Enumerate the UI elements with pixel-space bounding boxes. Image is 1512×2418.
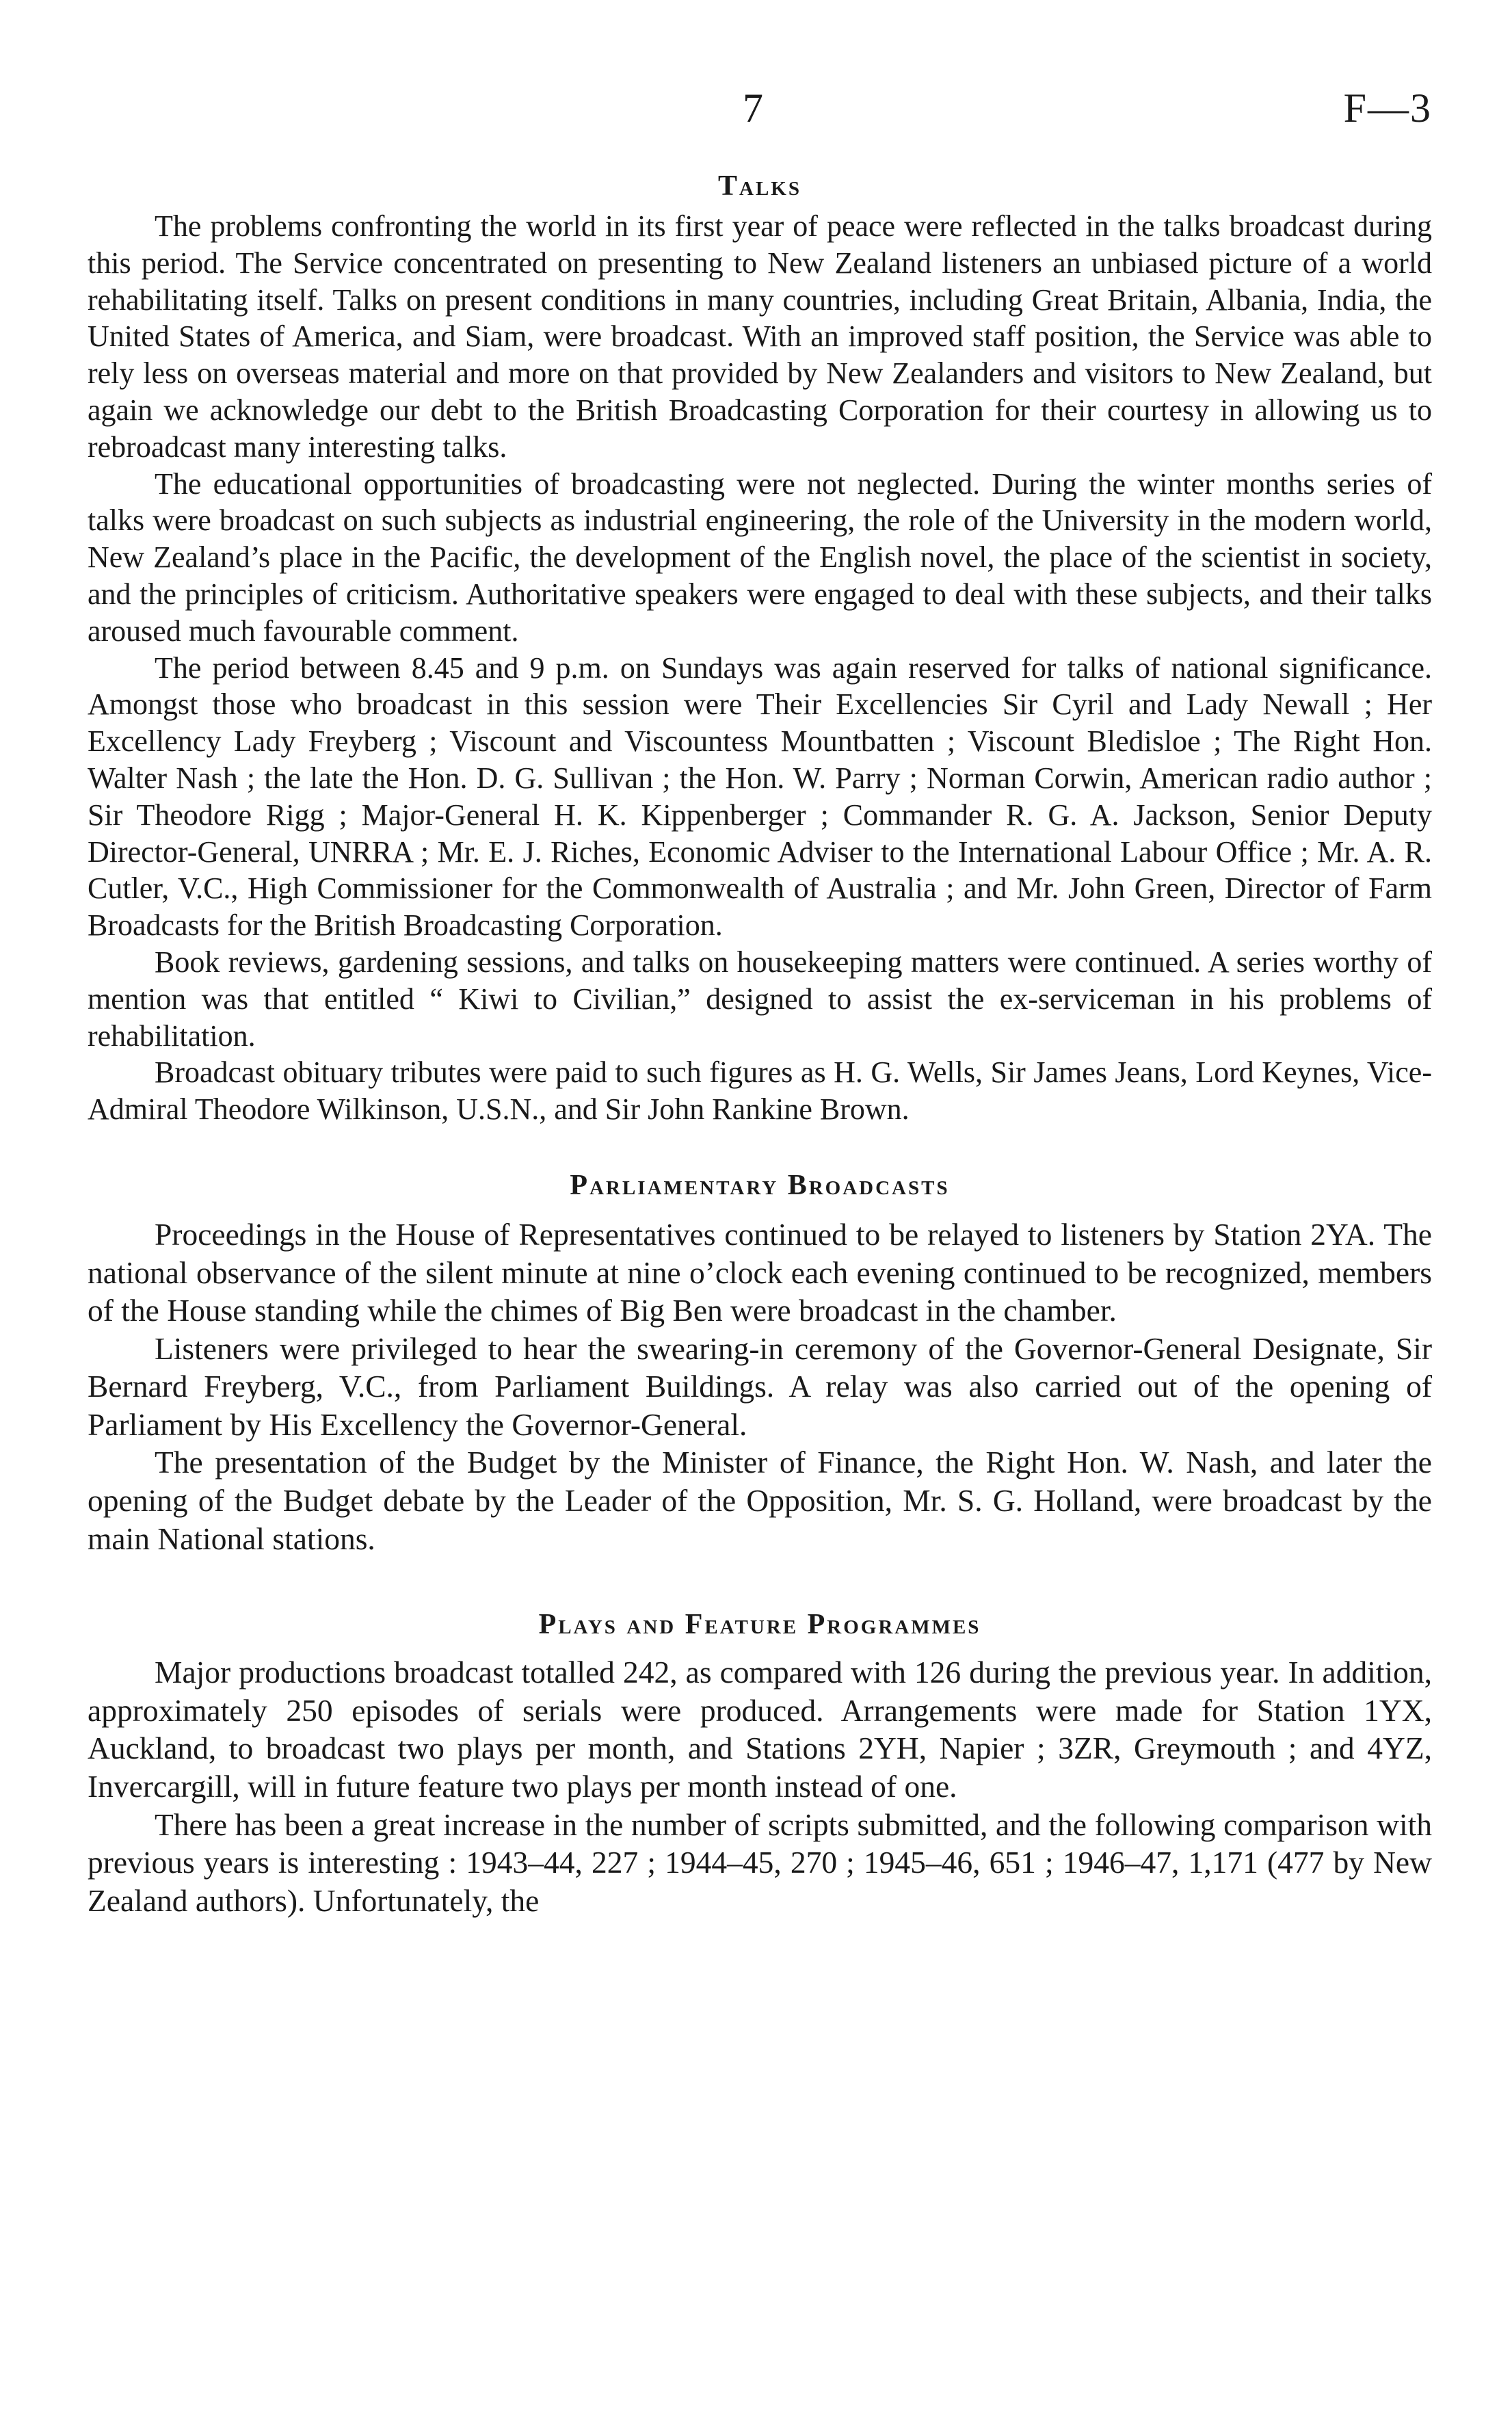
talks-paragraph-2: The educational opportunities of broadcasting were not neglected. During the winter months series of talks were broadcast on such subjects as industrial engineering, the role of the University in the modern world, New Zealand’s place in the Pacific, the development of the English novel, the place of the scientist in society, and the principles of criticism. Authoritative speakers were engaged to deal with these subjects, and their talks aroused much favourable comment. <box>88 466 1432 648</box>
parliamentary-paragraph-2: Listeners were privileged to hear the swearing-in ceremony of the Governor-General Designate, Sir Bernard Freyberg, V.C., from Parliament Buildings. A relay was also carried out of the opening of Parliament by His Excellency the Governor-General. <box>88 1330 1432 1442</box>
section-parliamentary-broadcasts <box>88 1165 1432 1558</box>
document-page <box>88 75 1432 1919</box>
page-header <box>88 75 1432 141</box>
plays-paragraph-1: Major productions broadcast totalled 242, as compared with 126 during the previous year. In addition, approximately 250 episodes of serials were produced. Arrangements were made for Station 1YX, Auckland, to broadcast two plays per month, and Stations 2YH, Napier ; 3ZR, Greymouth ; and 4YZ, Invercargill, will in future feature two plays per month instead of one. <box>88 1655 1432 1804</box>
section-title-plays-and-feature-programmes: Plays and Feature Programmes <box>538 1609 981 1641</box>
talks-paragraph-5: Broadcast obituary tributes were paid to such figures as H. G. Wells, Sir James Jeans, Lord Keynes, Vice-Admiral Theodore Wilkinson, U.S.N., and Sir John Rankine Brown. <box>88 1055 1432 1127</box>
talks-paragraph-3: The period between 8.45 and 9 p.m. on Sundays was again reserved for talks of national significance. Amongst those who broadcast in this session were Their Excellencies Sir Cyril and Lady Newall ; Her Excellency Lady Freyberg ; Viscount and Viscountess Mountbatten ; Viscount Bledisloe ; The Right Hon. Walter Nash ; the late the Hon. D. G. Sullivan ; the Hon. W. Parry ; Norman Corwin, American radio author ; Sir Theodore Rigg ; Major-General H. K. Kippenberger ; Commander R. G. A. Jackson, Senior Deputy Director-General, UNRRA ; Mr. E. J. Riches, Economic Adviser to the International Labour Office ; Mr. A. R. Cutler, V.C., High Commissioner for the Commonwealth of Australia ; and Mr. John Green, Director of Farm Broadcasts for the British Broadcasting Corporation. <box>88 651 1432 943</box>
section-title-parliamentary-broadcasts: Parliamentary Broadcasts <box>570 1169 950 1201</box>
parliamentary-paragraph-1: Proceedings in the House of Representatives continued to be relayed to listeners by Station 2YA. The national observance of the silent minute at nine o’clock each evening continued to be recognized, members of the House standing while the chimes of Big Ben were broadcast in the chamber. <box>88 1216 1432 1328</box>
page-number: 7 <box>743 86 763 131</box>
section-plays-and-feature-programmes <box>88 1604 1432 1919</box>
plays-paragraph-2: There has been a great increase in the number of scripts submitted, and the following comparison with previous years is interesting : 1943–44, 227 ; 1944–45, 270 ; 1945–46, 651 ; 1946–47, 1,171 (477 by New Zealand authors). Unfortunately, the <box>88 1806 1432 1918</box>
talks-paragraph-4: Book reviews, gardening sessions, and talks on housekeeping matters were continued. A series worthy of mention was that entitled “ Kiwi to Civilian,” designed to assist the ex-serviceman in his problems of rehabilitation. <box>88 945 1432 1053</box>
section-talks <box>88 166 1432 1128</box>
talks-paragraph-1: The problems confronting the world in its first year of peace were reflected in the talks broadcast during this period. The Service concentrated on presenting to New Zealand listeners an unbiased picture of a world rehabilitating itself. Talks on present conditions in many countries, including Great Britain, Albania, India, the United States of America, and Siam, were broadcast. With an improved staff position, the Service was able to rely less on overseas material and more on that provided by New Zealanders and visitors to New Zealand, but again we acknowledge our debt to the British Broadcasting Corporation for their courtesy in allowing us to rebroadcast many interesting talks. <box>88 209 1432 464</box>
document-reference: F—3 <box>1343 86 1432 131</box>
section-title-talks: Talks <box>718 170 801 202</box>
parliamentary-paragraph-3: The presentation of the Budget by the Minister of Finance, the Right Hon. W. Nash, and later the opening of the Budget debate by the Leader of the Opposition, Mr. S. G. Holland, were broadcast by the main National stations. <box>88 1445 1432 1556</box>
